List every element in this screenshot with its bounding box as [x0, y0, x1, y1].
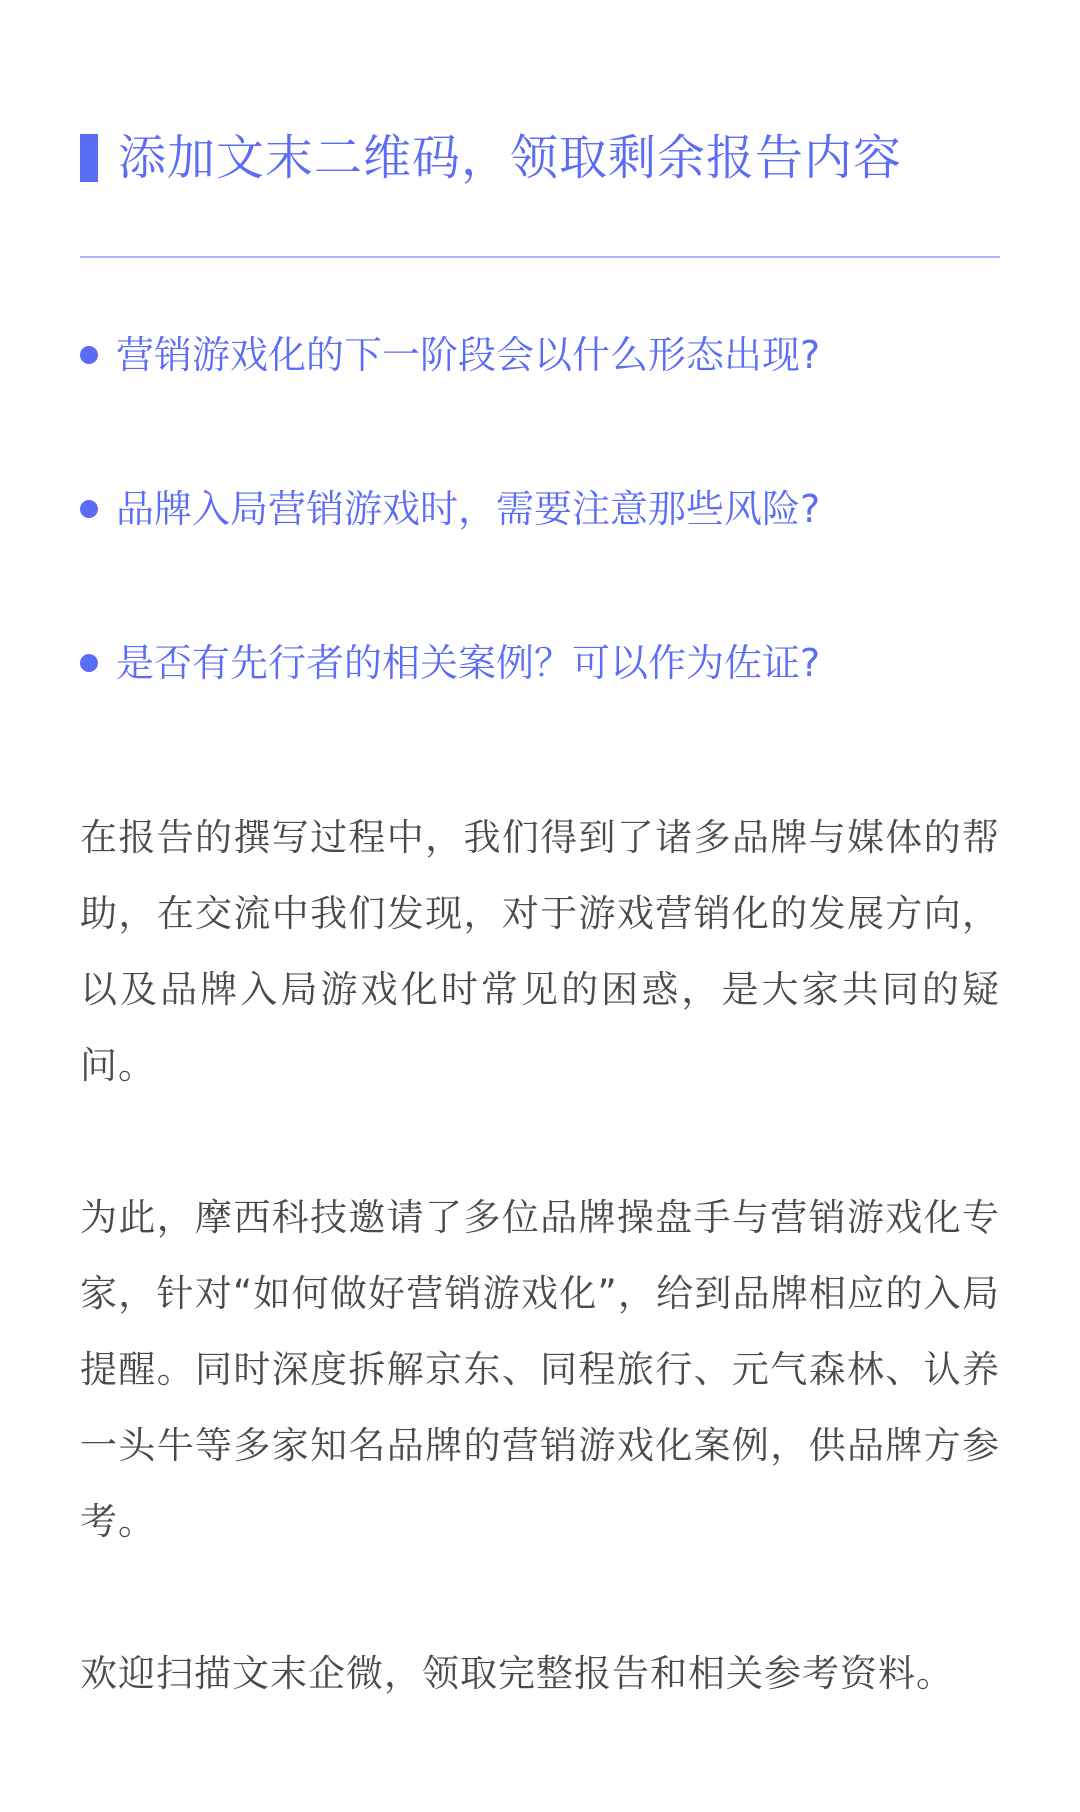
- question-text: 是否有先行者的相关案例？可以作为佐证?: [116, 641, 821, 685]
- body-paragraph: 为此，摩西科技邀请了多位品牌操盘手与营销游戏化专家，针对“如何做好营销游戏化”，给到品牌相应的入局提醒。同时深度拆解京东、同程旅行、元气森林、认养一头牛等多家知名品牌的营销游戏化案例，供品牌方参考。: [80, 1196, 1000, 1543]
- body-paragraph: 欢迎扫描文末企微，领取完整报告和相关参考资料。: [80, 1652, 954, 1695]
- heading-title: 添加文末二维码，领取剩余报告内容: [118, 130, 903, 186]
- question-text: 品牌入局营销游戏时，需要注意那些风险?: [116, 487, 821, 531]
- body-paragraph: 在报告的撰写过程中，我们得到了诸多品牌与媒体的帮助，在交流中我们发现，对于游戏营销化的发展方向，以及品牌入局游戏化时常见的困惑，是大家共同的疑问。: [80, 816, 1000, 1087]
- question-text: 营销游戏化的下一阶段会以什么形态出现?: [116, 333, 821, 377]
- bullet-dot-icon: [80, 346, 98, 364]
- bullet-dot-icon: [80, 500, 98, 518]
- body-text: [80, 800, 1000, 1788]
- heading-accent-bar: [80, 134, 98, 182]
- question-item: [80, 474, 1000, 544]
- question-item: [80, 628, 1000, 698]
- bullet-dot-icon: [80, 654, 98, 672]
- question-item: [80, 320, 1000, 390]
- question-list: [80, 320, 1000, 782]
- divider-line: [80, 256, 1000, 258]
- section-heading: [80, 120, 1000, 196]
